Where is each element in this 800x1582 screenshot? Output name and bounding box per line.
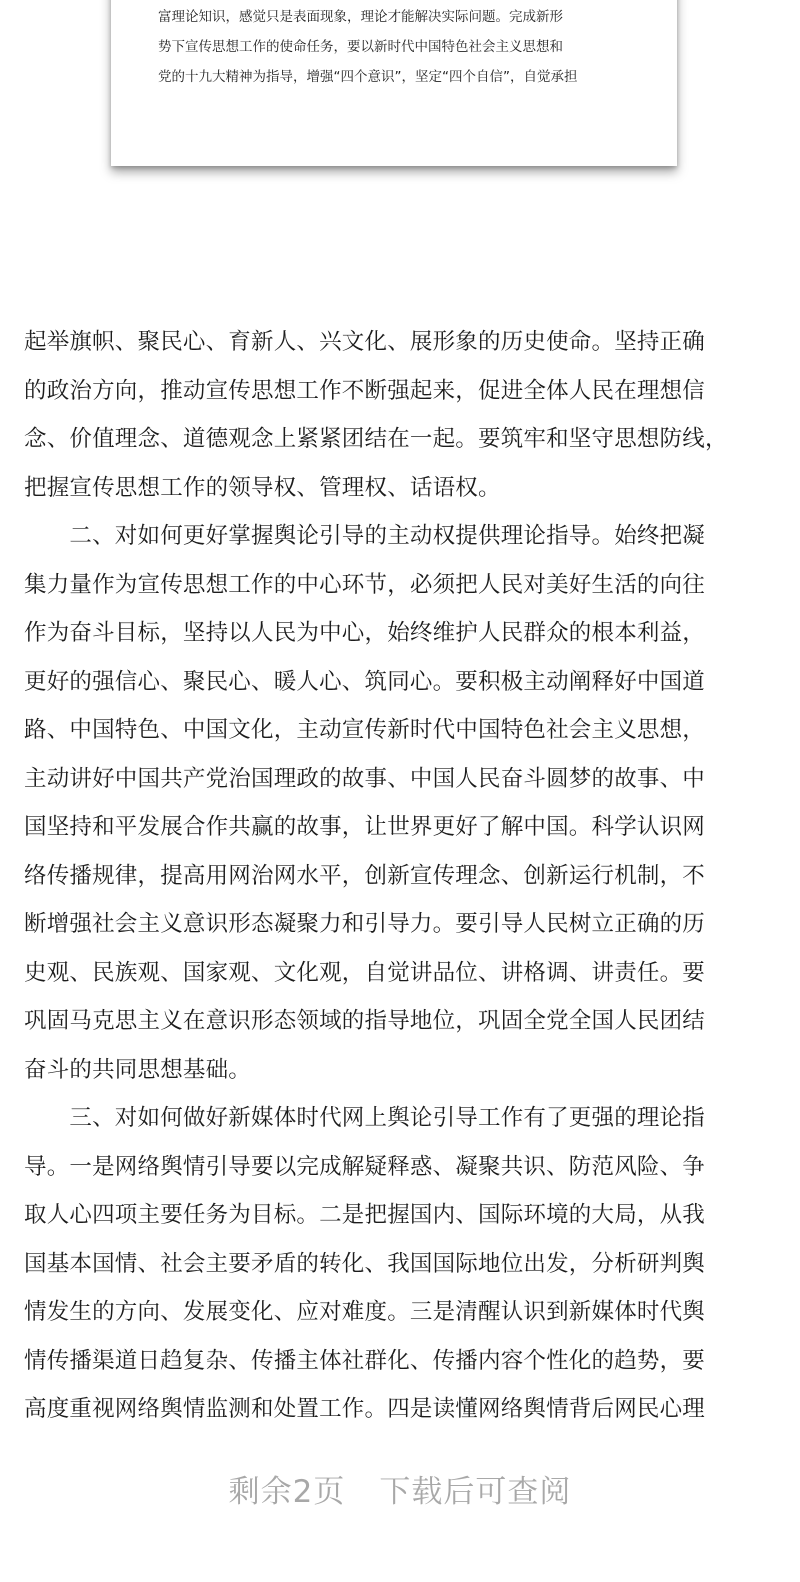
body-line: 国坚持和平发展合作共赢的故事，让世界更好了解中国。科学认识网: [24, 814, 706, 840]
preview-line: 富理论知识，感觉只是表面现象，理论才能解决实际问题。完成新形: [158, 9, 563, 25]
document-body: [24, 318, 776, 1434]
body-line: 的政治方向，推动宣传思想工作不断强起来，促进全体人民在理想信: [24, 377, 706, 404]
body-line: 集力量作为宣传思想工作的中心环节，必须把人民对美好生活的向往: [24, 571, 706, 598]
body-line: 起举旗帜、聚民心、育新人、兴文化、展形象的历史使命。坚持正确: [24, 329, 706, 355]
body-line: 更好的强信心、聚民心、暖人心、筑同心。要积极主动阐释好中国道: [24, 668, 706, 695]
body-line: 把握宣传思想工作的领导权、管理权、话语权。: [24, 474, 501, 501]
body-line: 二、对如何更好掌握舆论引导的主动权提供理论指导。始终把凝: [24, 523, 706, 549]
body-line: 络传播规律，提高用网治网水平，创新宣传理念、创新运行机制，不: [24, 862, 706, 889]
body-line: 路、中国特色、中国文化，主动宣传新时代中国特色社会主义思想，: [24, 717, 706, 743]
body-line: 断增强社会主义意识形态凝聚力和引导力。要引导人民树立正确的历: [24, 911, 706, 937]
download-prompt[interactable]: [0, 1466, 800, 1511]
preview-text-block: [158, 2, 638, 92]
body-line: 念、价值理念、道德观念上紧紧团结在一起。要筑牢和坚守思想防线，: [24, 426, 728, 452]
preview-line: 势下宣传思想工作的使命任务，要以新时代中国特色社会主义思想和: [158, 39, 563, 55]
body-line: 高度重视网络舆情监测和处置工作。四是读懂网络舆情背后网民心理: [24, 1396, 706, 1422]
body-line: 情传播渠道日趋复杂、传播主体社群化、传播内容个性化的趋势，要: [24, 1347, 706, 1374]
previous-page-preview-card: [111, 0, 677, 166]
body-line: 奋斗的共同思想基础。: [24, 1056, 252, 1083]
download-hint-label[interactable]: 下载后可查阅: [379, 1474, 572, 1510]
body-line: 取人心四项主要任务为目标。二是把握国内、国际环境的大局，从我: [24, 1202, 706, 1228]
remaining-pages-label[interactable]: 剩余2页: [228, 1474, 346, 1510]
body-line: 情发生的方向、发展变化、应对难度。三是清醒认识到新媒体时代舆: [24, 1299, 706, 1325]
body-line: 导。一是网络舆情引导要以完成解疑释惑、凝聚共识、防范风险、争: [24, 1153, 706, 1180]
body-line: 三、对如何做好新媒体时代网上舆论引导工作有了更强的理论指: [24, 1105, 706, 1131]
body-line: 国基本国情、社会主要矛盾的转化、我国国际地位出发，分析研判舆: [24, 1250, 706, 1277]
body-line: 作为奋斗目标，坚持以人民为中心，始终维护人民群众的根本利益，: [24, 620, 706, 646]
body-line: 巩固马克思主义在意识形态领域的指导地位，巩固全党全国人民团结: [24, 1008, 706, 1034]
body-line: 主动讲好中国共产党治国理政的故事、中国人民奋斗圆梦的故事、中: [24, 765, 706, 792]
preview-line: 党的十九大精神为指导，增强“四个意识”，坚定“四个自信”，自觉承担: [158, 69, 578, 85]
body-line: 史观、民族观、国家观、文化观，自觉讲品位、讲格调、讲责任。要: [24, 959, 706, 986]
